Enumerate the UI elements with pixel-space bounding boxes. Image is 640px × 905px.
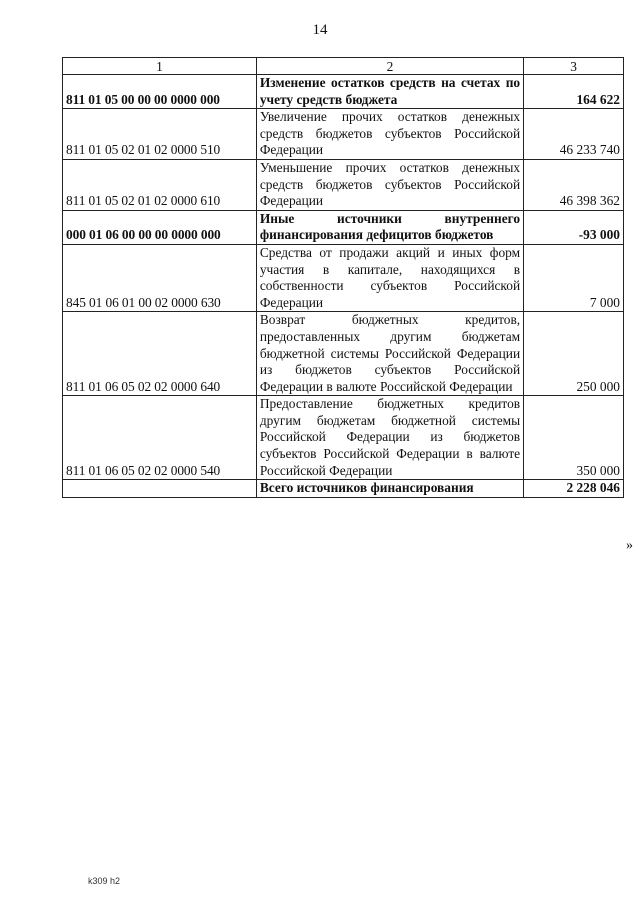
table-total-row — [63, 480, 624, 498]
row-description: Возврат бюджетных кредитов, предоставленных другим бюджетам бюджетной системы Российской Федерации из бюджетов субъектов Российской Федерации в валюте Российской Федерации — [256, 312, 523, 396]
table-row — [63, 396, 624, 480]
table-row — [63, 159, 624, 210]
row-amount: -93 000 — [524, 210, 624, 244]
table-row — [63, 312, 624, 396]
row-code: 845 01 06 01 00 02 0000 630 — [63, 244, 257, 311]
row-description: Средства от продажи акций и иных форм участия в капитале, находящихся в собственности субъектов Российской Федерации — [256, 244, 523, 311]
row-code: 811 01 06 05 02 02 0000 540 — [63, 396, 257, 480]
row-code: 811 01 05 00 00 00 0000 000 — [63, 75, 257, 109]
page-number: 14 — [312, 22, 328, 38]
row-code: 811 01 05 02 01 02 0000 610 — [63, 159, 257, 210]
row-amount: 46 233 740 — [524, 109, 624, 160]
financing-sources-table — [62, 57, 624, 498]
column-header-2: 2 — [256, 58, 523, 75]
row-description: Увеличение прочих остатков денежных средств бюджетов субъектов Российской Федерации — [256, 109, 523, 160]
footer-code: k309 h2 — [88, 876, 121, 886]
row-amount: 250 000 — [524, 312, 624, 396]
table-row — [63, 109, 624, 160]
row-description: Уменьшение прочих остатков денежных средств бюджетов субъектов Российской Федерации — [256, 159, 523, 210]
total-amount: 2 228 046 — [524, 480, 624, 498]
row-code: 811 01 06 05 02 02 0000 640 — [63, 312, 257, 396]
row-amount: 46 398 362 — [524, 159, 624, 210]
total-label: Всего источников финансирования — [256, 480, 523, 498]
total-code — [63, 480, 257, 498]
table-row — [63, 210, 624, 244]
row-code: 811 01 05 02 01 02 0000 510 — [63, 109, 257, 160]
row-description: Иные источники внутреннего финансирования дефицитов бюджетов — [256, 210, 523, 244]
table-row — [63, 75, 624, 109]
row-amount: 350 000 — [524, 396, 624, 480]
table-header-row — [63, 58, 624, 75]
row-amount: 164 622 — [524, 75, 624, 109]
table-row — [63, 244, 624, 311]
row-amount: 7 000 — [524, 244, 624, 311]
column-header-1: 1 — [63, 58, 257, 75]
row-code: 000 01 06 00 00 00 0000 000 — [63, 210, 257, 244]
row-description: Изменение остатков средств на счетах по учету средств бюджета — [256, 75, 523, 109]
column-header-3: 3 — [524, 58, 624, 75]
closing-quote: » — [626, 538, 633, 553]
row-description: Предоставление бюджетных кредитов другим бюджетам бюджетной системы Российской Федерации из бюджетов субъектов Российской Федерации в валюте Российской Федерации — [256, 396, 523, 480]
